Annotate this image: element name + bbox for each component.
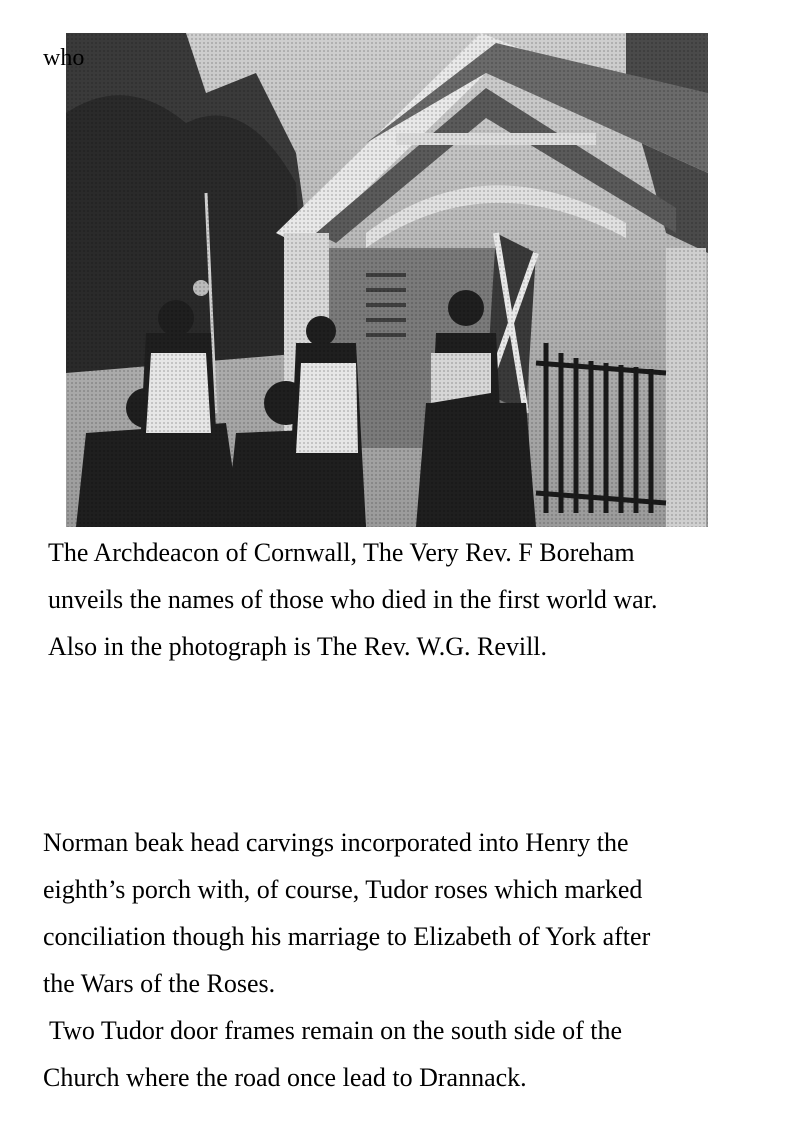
body-line: Norman beak head carvings incorporated into Henry the <box>43 828 629 857</box>
photo-caption <box>48 529 768 670</box>
body-line: Church where the road once lead to Drannack. <box>43 1063 527 1092</box>
caption-line: Also in the photograph is The Rev. W.G. Revill. <box>48 632 548 661</box>
body-line: conciliation though his marriage to Elizabeth of York after <box>43 922 651 951</box>
body-paragraph <box>43 819 763 1101</box>
body-line: eighth’s porch with, of course, Tudor roses which marked <box>43 875 643 904</box>
memorial-photograph <box>66 33 708 527</box>
body-line: the Wars of the Roses. <box>43 969 276 998</box>
caption-line: The Archdeacon of Cornwall, The Very Rev. F Boreham <box>48 538 635 567</box>
body-line: Two Tudor door frames remain on the south side of the <box>43 1016 623 1045</box>
caption-line: unveils the names of those who died in the first world war. <box>48 585 658 614</box>
stray-text-fragment: who <box>43 45 85 71</box>
photograph-icon <box>66 33 708 527</box>
